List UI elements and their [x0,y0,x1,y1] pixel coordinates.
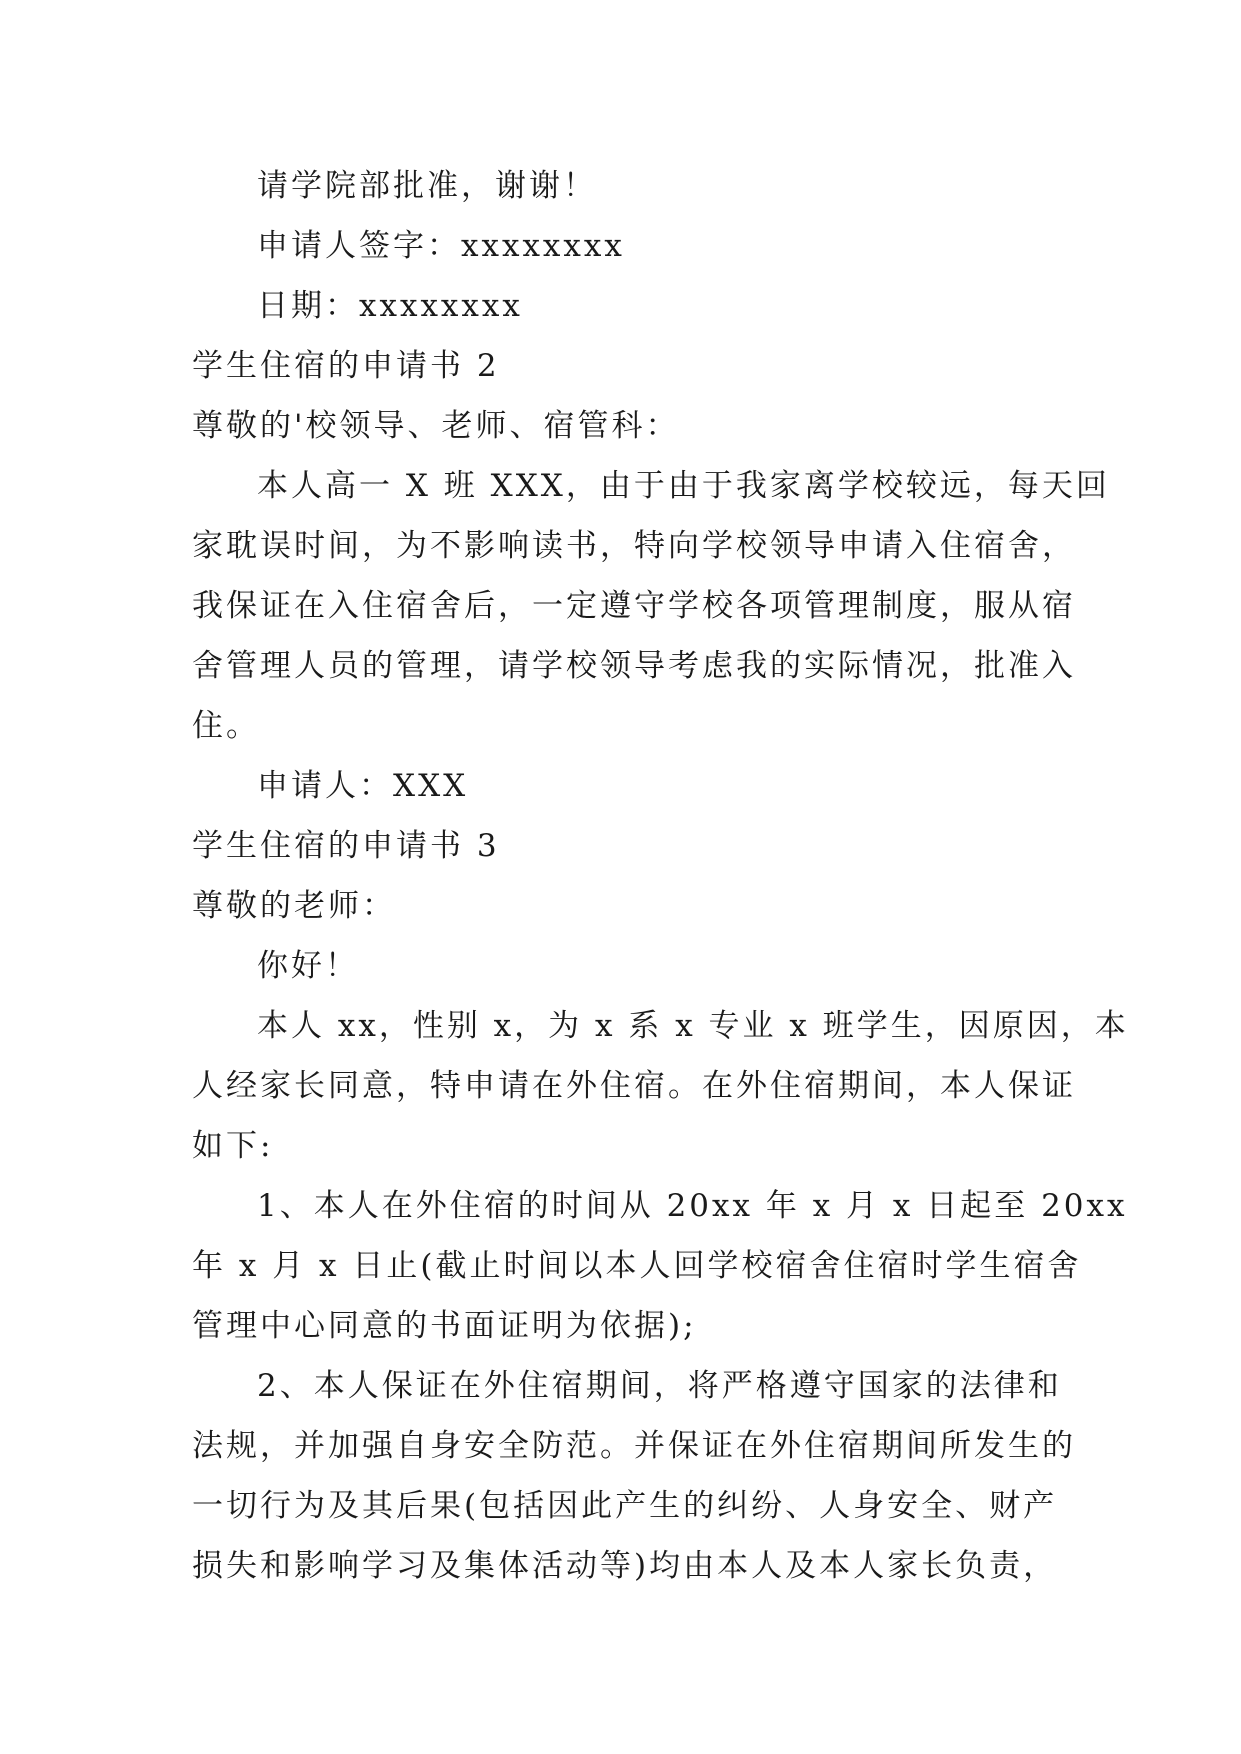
date-line: 日期：xxxxxxxx [257,288,523,324]
item-2-line-3: 一切行为及其后果(包括因此产生的纠纷、人身安全、财产 [192,1488,1058,1524]
applicant-signature-line: 申请人签字：xxxxxxxx [257,228,625,264]
body-3-line-2: 人经家长同意，特申请在外住宿。在外住宿期间，本人保证 [192,1068,1076,1104]
body-2-line-2: 家耽误时间，为不影响读书，特向学校领导申请入住宿舍， [192,528,1076,564]
section-title-2: 学生住宿的申请书 2 [192,348,500,384]
approval-request-line: 请学院部批准，谢谢！ [257,168,597,204]
item-1-line-2: 年 x 月 x 日止(截止时间以本人回学校宿舍住宿时学生宿舍 [192,1248,1082,1284]
body-2-line-1: 本人高一 X 班 XXX，由于由于我家离学校较远，每天回 [257,468,1110,504]
body-3-line-3: 如下: [192,1128,274,1164]
applicant-line-2: 申请人：XXX [257,768,469,804]
item-2-line-2: 法规，并加强自身安全防范。并保证在外住宿期间所发生的 [192,1428,1076,1464]
body-2-line-3: 我保证在入住宿舍后，一定遵守学校各项管理制度，服从宿 [192,588,1076,624]
section-title-3: 学生住宿的申请书 3 [192,828,500,864]
item-2-line-1: 2、本人保证在外住宿期间，将严格遵守国家的法律和 [257,1368,1062,1404]
item-2-line-4: 损失和影响学习及集体活动等)均由本人及本人家长负责， [192,1548,1058,1584]
item-1-line-1: 1、本人在外住宿的时间从 20xx 年 x 月 x 日起至 20xx [257,1188,1128,1224]
body-3-line-1: 本人 xx，性别 x，为 x 系 x 专业 x 班学生，因原因，本 [257,1008,1129,1044]
salutation-3: 尊敬的老师： [192,888,396,924]
greeting-line: 你好！ [257,948,359,984]
body-2-line-4: 舍管理人员的管理，请学校领导考虑我的实际情况，批准入 [192,648,1076,684]
item-1-line-3: 管理中心同意的书面证明为依据); [192,1308,697,1344]
body-2-line-5: 住。 [192,708,260,744]
salutation-2: 尊敬的'校领导、老师、宿管科： [192,408,680,444]
